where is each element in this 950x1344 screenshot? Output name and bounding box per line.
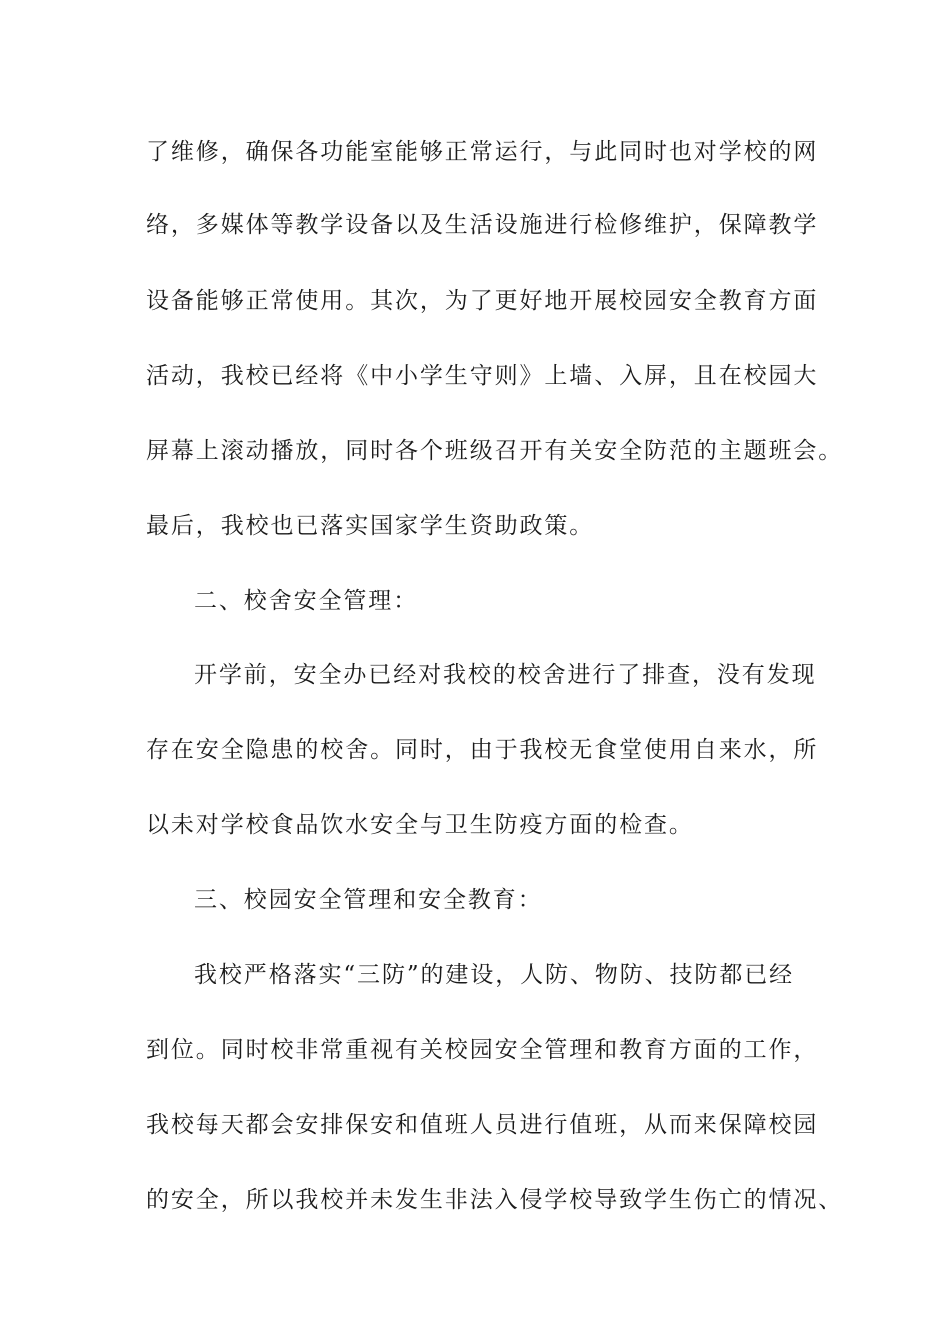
text-line: 了维修，确保各功能室能够正常运行，与此同时也对学校的网 [146,139,819,165]
text-line: 我校每天都会安排保安和值班人员进行值班，从而来保障校园 [146,1112,819,1138]
section-heading: 二、校舍安全管理： [194,588,419,614]
text-line: 到位。同时校非常重视有关校园安全管理和教育方面的工作， [146,1037,819,1063]
text-line: 以未对学校食品饮水安全与卫生防疫方面的检查。 [146,812,694,838]
text-line: 活动，我校已经将《中小学生守则》上墙、入屏，且在校园大 [146,363,819,389]
text-line: 我校严格落实“三防”的建设，人防、物防、技防都已经 [194,962,795,988]
section-heading: 三、校园安全管理和安全教育： [194,887,543,913]
text-line: 设备能够正常使用。其次，为了更好地开展校园安全教育方面 [146,288,819,314]
text-line: 开学前，安全办已经对我校的校舍进行了排查，没有发现 [194,662,817,688]
text-line: 的安全，所以我校并未发生非法入侵学校导致学生伤亡的情况、 [146,1187,844,1213]
text-line: 屏幕上滚动播放，同时各个班级召开有关安全防范的主题班会。 [146,438,844,464]
text-line: 最后，我校也已落实国家学生资助政策。 [146,513,595,539]
text-line: 存在安全隐患的校舍。同时，由于我校无食堂使用自来水，所 [146,737,819,763]
text-line: 络，多媒体等教学设备以及生活设施进行检修维护，保障教学 [146,212,819,238]
